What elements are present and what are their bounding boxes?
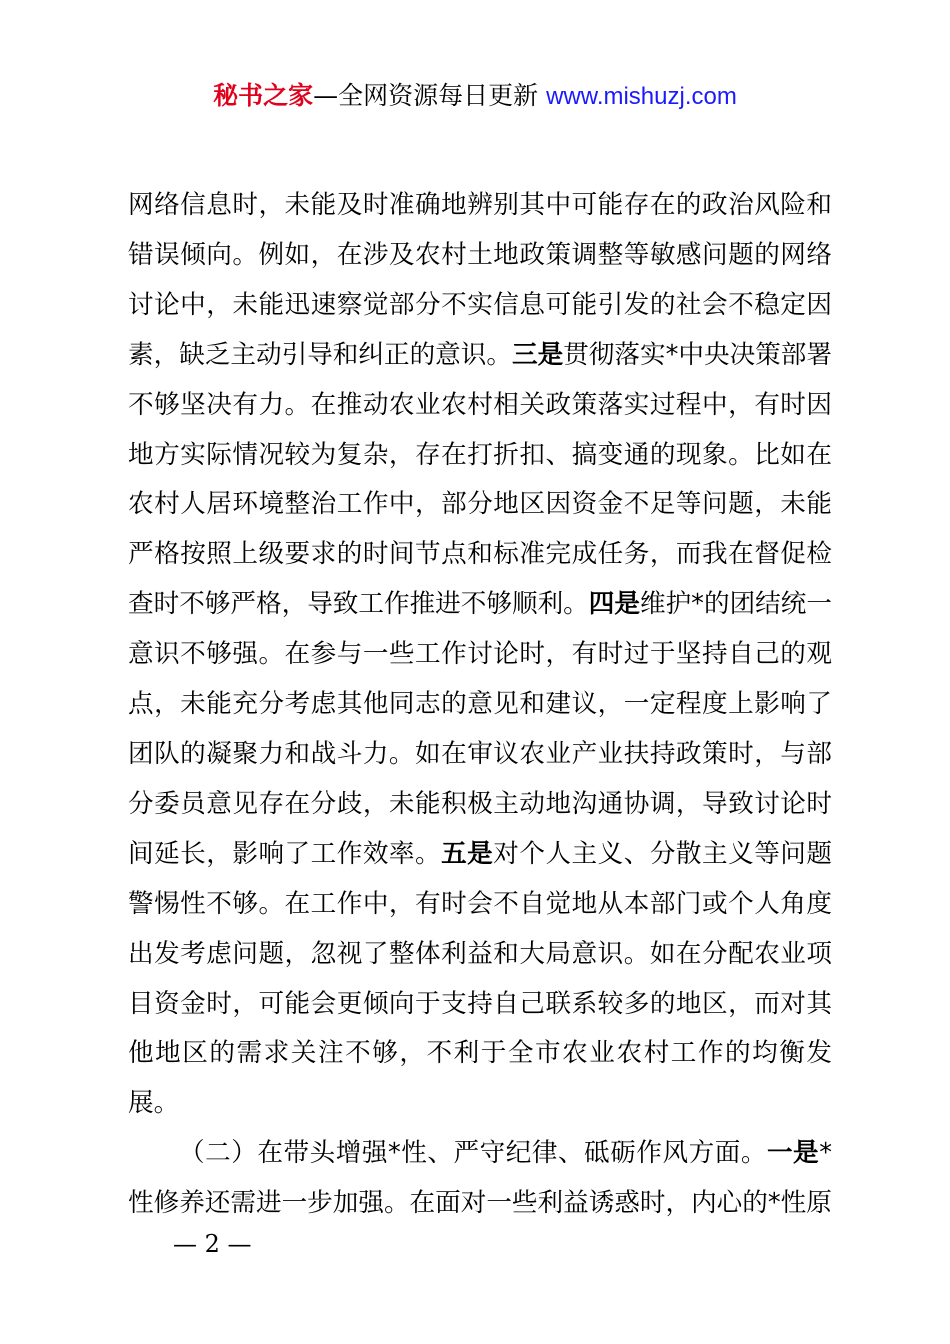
document-body [128, 181, 832, 1229]
keyword-three: 三是 [511, 339, 564, 370]
keyword-five: 五是 [441, 838, 494, 869]
keyword-four: 四是 [588, 589, 640, 620]
paragraph-section-two [128, 1129, 832, 1229]
section-heading-text: （二）在带头增强*性、严守纪律、砥砺作风方面。 [179, 1138, 767, 1169]
page-number: — 2 — [173, 1230, 252, 1258]
paragraph-text: 维护*的团结统一意识不够强。在参与一些工作讨论时，有时过于坚持自己的观点，未能充分考虑其他同志的意见和建议，一定程度上影响了团队的凝聚力和战斗力。如在审议农业产业扶持政策时，与部分委员意见存在分歧，未能积极主动地沟通协调，导致讨论时间延长，影响了工作效率。 [128, 589, 832, 869]
header-brand: 秘书之家 [213, 81, 314, 110]
paragraph-text: *性修养还需进一步加强。在面对一些利益诱惑时，内心的*性原 [128, 1138, 832, 1219]
site-header [0, 76, 950, 117]
paragraph-continued [128, 181, 832, 1129]
paragraph-text: 贯彻落实*中央决策部署不够坚决有力。在推动农业农村相关政策落实过程中，有时因地方实际情况较为复杂，存在打折扣、搞变通的现象。比如在农村人居环境整治工作中，部分地区因资金不足等问题，未能严格按照上级要求的时间节点和标准完成任务，而我在督促检查时不够严格，导致工作推进不够顺利。 [128, 339, 832, 620]
paragraph-text: 网络信息时，未能及时准确地辨别其中可能存在的政治风险和错误倾向。例如，在涉及农村土地政策调整等敏感问题的网络讨论中，未能迅速察觉部分不实信息可能引发的社会不稳定因素，缺乏主动引导和纠正的意识。 [128, 190, 832, 370]
header-tagline: —全网资源每日更新 [313, 81, 539, 110]
keyword-one: 一是 [766, 1138, 820, 1169]
header-url-link[interactable]: www.mishuzj.com [546, 83, 737, 110]
paragraph-text: 对个人主义、分散主义等问题警惕性不够。在工作中，有时会不自觉地从本部门或个人角度出发考虑问题，忽视了整体利益和大局意识。如在分配农业项目资金时，可能会更倾向于支持自己联系较多的地区，而对其他地区的需求关注不够，不利于全市农业农村工作的均衡发展。 [128, 838, 832, 1119]
